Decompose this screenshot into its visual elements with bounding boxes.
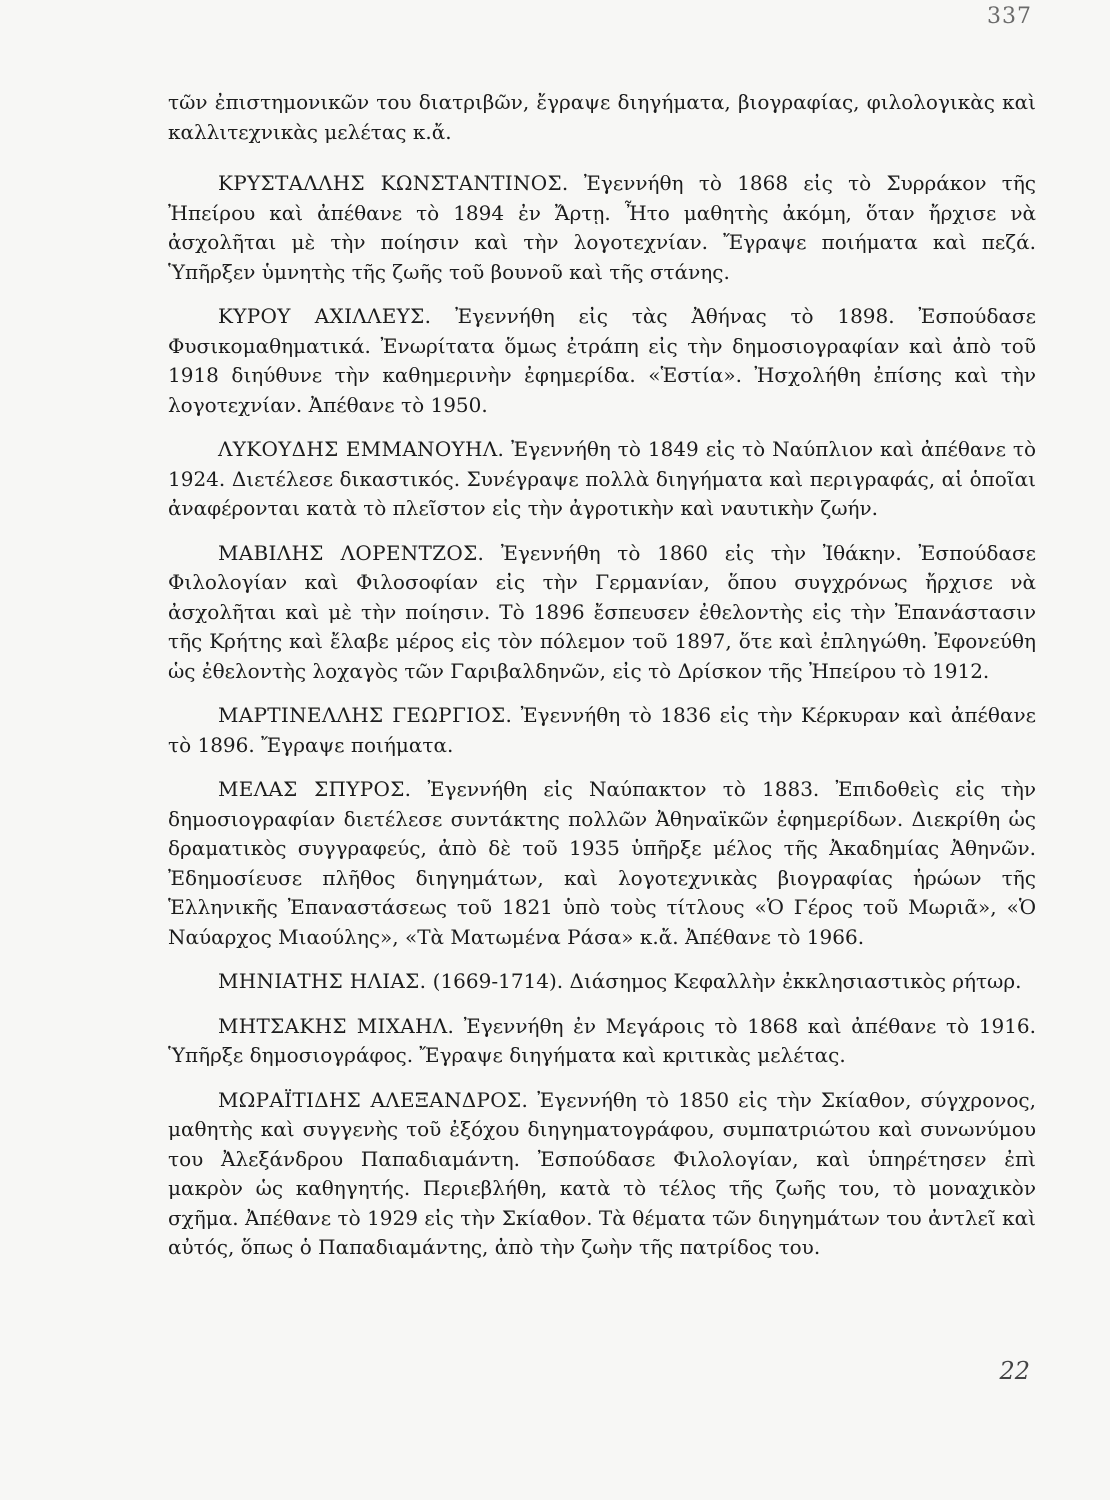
entry-continuation [168, 88, 1036, 147]
entry-miniatis [168, 967, 1036, 997]
entry-name: ΚΡΥΣΤΑΛΛΗΣ ΚΩΝΣΤΑΝΤΙΝΟΣ. [218, 171, 569, 195]
entry-name: ΜΗΤΣΑΚΗΣ ΜΙΧΑΗΛ. [218, 1013, 455, 1038]
entry-krystallis [168, 169, 1036, 287]
entry-text: τῶν ἐπιστημονικῶν του διατριβῶν, ἔγραψε διηγήματα, βιογραφίας, φιλολογικὰς καὶ καλλιτεχνικὰς μελέτας κ.ἄ. [168, 90, 1036, 144]
entry-text: Ἐγεννήθη τὸ 1849 εἰς τὸ Ναύπλιον καὶ ἀπέθανε τὸ 1924. Διετέλεσε δικαστικός. Συνέγραψε πολλὰ διηγήματα καὶ περιγραφάς, αἱ ὁποῖαι ἀναφέρονται κατὰ τὸ πλεῖστον εἰς τὴν ἀγροτικὴν καὶ ναυτικὴν ζωήν. [168, 437, 1036, 520]
entry-melas [168, 775, 1036, 952]
entry-text: (1669-1714). Διάσημος Κεφαλλὴν ἐκκλησιαστικὸς ρήτωρ. [432, 969, 1022, 993]
entry-text: Ἐγεννήθη εἰς Ναύπακτον τὸ 1883. Ἐπιδοθεὶς εἰς τὴν δημοσιογραφίαν διετέλεσε συντάκτης πολλῶν Ἀθηναϊκῶν ἐφημερίδων. Διεκρίθη ὡς δραματικὸς συγγραφεύς, ἀπὸ δὲ τοῦ 1935 ὑπῆρξε μέλος τῆς Ἀκαδημίας Ἀθηνῶν. Ἐδημοσίευσε πλῆθος διηγημάτων, καὶ λογοτεχνικὰς βιογραφίας ἡρώων τῆς Ἑλληνικῆς Ἐπαναστάσεως τοῦ 1821 ὑπὸ τοὺς τίτλους «Ὁ Γέρος τοῦ Μωριᾶ», «Ὁ Ναύαρχος Μιαούλης», «Τὰ Ματωμένα Ράσα» κ.ἄ. Ἀπέθανε τὸ 1966. [168, 777, 1037, 949]
signature-mark: 22 [999, 1357, 1030, 1385]
entry-name: ΜΑΒΙΛΗΣ ΛΟΡΕΝΤΖΟΣ. [218, 540, 485, 565]
entry-lykoudis [168, 435, 1036, 524]
entry-moraitidis [168, 1086, 1036, 1263]
biographical-entries [168, 88, 1036, 1278]
entry-name: ΜΩΡΑΪΤΙΔΗΣ ΑΛΕΞΑΝΔΡΟΣ. [218, 1087, 529, 1112]
entry-name: ΛΥΚΟΥΔΗΣ ΕΜΜΑΝΟΥΗΛ. [218, 437, 505, 461]
entry-mavilis [168, 539, 1036, 687]
entry-text: Ἐγεννήθη ἐν Μεγάροις τὸ 1868 καὶ ἀπέθανε τὸ 1916. Ὑπῆρξε δημοσιογράφος. Ἔγραψε διηγήματα καὶ κριτικὰς μελέτας. [168, 1013, 1036, 1067]
entry-text: Ἐγεννήθη τὸ 1860 εἰς τὴν Ἰθάκην. Ἐσπούδασε Φιλολογίαν καὶ Φιλοσοφίαν εἰς τὴν Γερμανίαν, ὅπου συγχρόνως ἤρχισε νὰ ἀσχολῆται καὶ μὲ τὴν ποίησιν. Τὸ 1896 ἔσπευσεν ἐθελοντὴς εἰς τὴν Ἐπανάστασιν τῆς Κρήτης καὶ ἔλαβε μέρος εἰς τὸν πόλεμον τοῦ 1897, ὅτε καὶ ἐπληγώθη. Ἐφονεύθη ὡς ἐθελοντὴς λοχαγὸς τῶν Γαριβαλδηνῶν, εἰς τὸ Δρίσκον τῆς Ἠπείρου τὸ 1912. [168, 540, 1036, 683]
entry-name: ΜΑΡΤΙΝΕΛΛΗΣ ΓΕΩΡΓΙΟΣ. [218, 703, 513, 727]
entry-text: Ἐγεννήθη τὸ 1850 εἰς τὴν Σκίαθον, σύγχρονος, μαθητὴς καὶ συγγενὴς τοῦ ἐξόχου διηγηματογράφου, συμπατριώτου καὶ συνωνύμου του Ἀλεξάνδρου Παπαδιαμάντη. Ἐσπούδασε Φιλολογίαν, καὶ ὑπηρέτησεν ἐπὶ μακρὸν ὡς καθηγητής. Περιεβλήθη, κατὰ τὸ τέλος τῆς ζωῆς του, τὸ μοναχικὸν σχῆμα. Ἀπέθανε τὸ 1929 εἰς τὴν Σκίαθον. Τὰ θέματα τῶν διηγημάτων του ἀντλεῖ καὶ αὐτός, ὅπως ὁ Παπαδιαμάντης, ἀπὸ τὴν ζωὴν τῆς πατρίδος του. [168, 1087, 1036, 1259]
entry-name: ΜΗΝΙΑΤΗΣ ΗΛΙΑΣ. [218, 969, 427, 993]
entry-martinellis [168, 701, 1036, 760]
entry-name: ΜΕΛΑΣ ΣΠΥΡΟΣ. [218, 777, 412, 801]
entry-mitsakis [168, 1012, 1036, 1071]
entry-text: Ἐγεννήθη τὸ 1868 εἰς τὸ Συρράκον τῆς Ἠπείρου καὶ ἀπέθανε τὸ 1894 ἐν Ἄρτῃ. Ἦτο μαθητὴς ἀκόμη, ὅταν ἤρχισε νὰ ἀσχολῆται μὲ τὴν ποίησιν καὶ τὴν λογοτεχνίαν. Ἔγραψε ποιήματα καὶ πεζά. Ὑπῆρξεν ὑμνητὴς τῆς ζωῆς τοῦ βουνοῦ καὶ τῆς στάνης. [168, 171, 1036, 284]
entry-kyrou [168, 302, 1036, 420]
entry-text: Ἐγεννήθη τὸ 1836 εἰς τὴν Κέρκυραν καὶ ἀπέθανε τὸ 1896. Ἔγραψε ποιήματα. [168, 703, 1036, 757]
entry-text: Ἐγεννήθη εἰς τὰς Ἀθήνας τὸ 1898. Ἐσπούδασε Φυσικομαθηματικά. Ἐνωρίτατα ὅμως ἐτράπη εἰς τὴν δημοσιογραφίαν καὶ ἀπὸ τοῦ 1918 διηύθυνε τὴν καθημερινὴν ἐφημερίδα. «Ἑστία». Ἠσχολήθη ἐπίσης καὶ τὴν λογοτεχνίαν. Ἀπέθανε τὸ 1950. [168, 304, 1037, 417]
page-number: 337 [987, 4, 1032, 29]
entry-name: ΚΥΡΟΥ ΑΧΙΛΛΕΥΣ. [218, 304, 432, 328]
